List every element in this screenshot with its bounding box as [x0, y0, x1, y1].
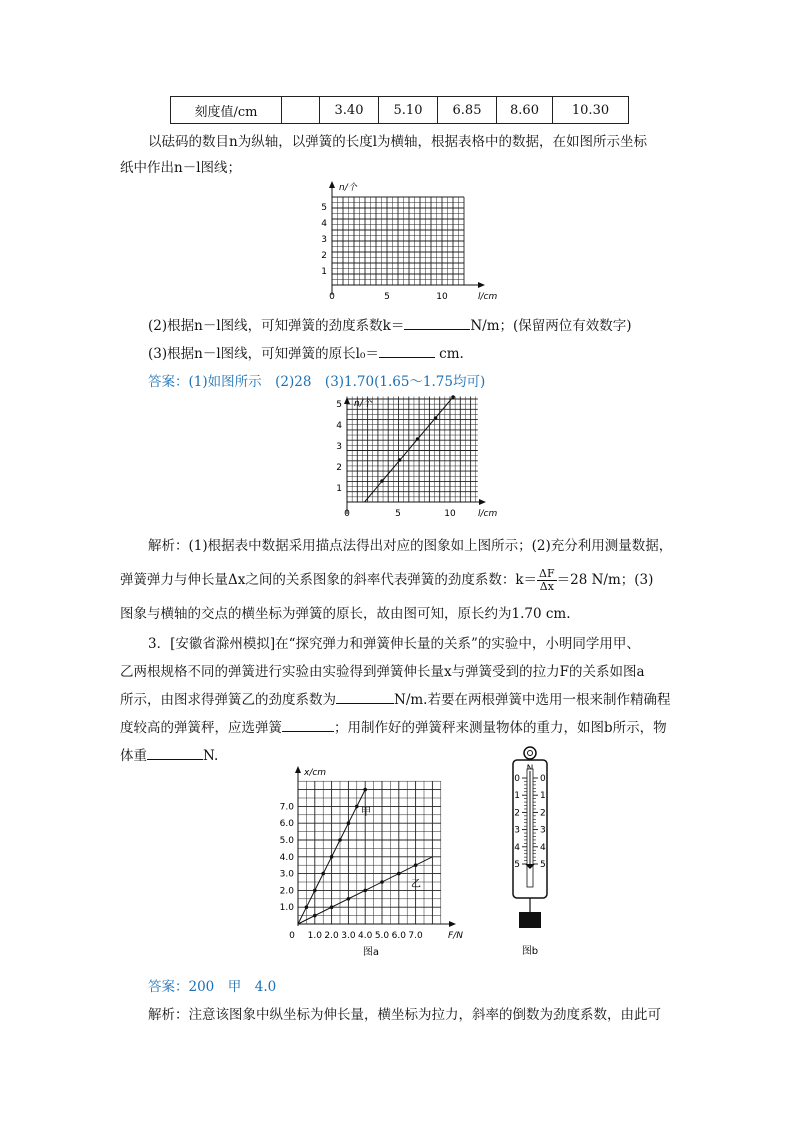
answer1-label: 答案： — [148, 374, 189, 390]
scale-label-left: 5 — [514, 860, 520, 870]
q3-prefix: (3)根据n－l图线，可知弹簧的原长l₀＝ — [148, 346, 379, 362]
y-tick-label: 5.0 — [279, 836, 294, 846]
answer1-line — [148, 370, 485, 390]
table-row — [171, 97, 629, 124]
y-tick-label: 1 — [336, 484, 342, 494]
data-point-乙 — [330, 905, 334, 909]
x-tick-label: 10 — [436, 292, 448, 302]
problem3-line4-suffix: ；用制作好的弹簧秤来测量物体的重力，如图b所示，物 — [334, 720, 667, 736]
data-point-乙 — [414, 863, 418, 867]
scale-label-right: 5 — [540, 860, 546, 870]
data-point-乙 — [363, 889, 367, 893]
data-point — [398, 458, 402, 462]
y-tick-label: 1.0 — [279, 903, 294, 914]
problem3-line1: 3．[安徽省滁州模拟]在“探究弹力和弹簧伸长量的关系”的实验中，小明同学用甲、 — [148, 636, 640, 652]
x-tick-label: 0 — [329, 292, 335, 302]
y-axis-arrow — [295, 766, 301, 773]
answer-graph — [330, 396, 500, 521]
figure-a-chart — [279, 763, 472, 963]
y-tick-label: 5 — [336, 400, 342, 410]
data-point-甲 — [347, 821, 351, 825]
table-cell: 5.10 — [379, 97, 438, 124]
y-tick-label: 3.0 — [279, 869, 294, 880]
y-axis-label: x/cm — [304, 768, 327, 778]
scale-label-right: 3 — [540, 825, 546, 836]
hook-ring-inner — [528, 751, 533, 756]
data-point-甲 — [355, 805, 359, 809]
table-row-label: 刻度值/cm — [171, 97, 282, 124]
scale-label-right: 2 — [540, 808, 546, 819]
analysis1-line2-suffix: ＝28 N/m；(3) — [556, 572, 654, 588]
x-tick-label: 2.0 — [324, 931, 339, 941]
y-tick-label: 6.0 — [279, 819, 294, 830]
fraction-numerator: ΔF — [539, 567, 555, 580]
data-point-乙 — [347, 897, 351, 901]
answer-graph-grid — [347, 397, 478, 503]
problem3-line3 — [120, 688, 670, 708]
problem3-line5 — [120, 744, 218, 764]
blank-graph-grid — [332, 197, 464, 285]
x-axis-label: F/N — [448, 931, 463, 941]
data-point-甲 — [313, 889, 317, 893]
x-axis-arrow — [449, 921, 456, 927]
figure-b-spring-scale — [500, 745, 560, 960]
q3-answer-blank[interactable] — [379, 357, 435, 358]
data-point-甲 — [338, 838, 342, 842]
data-point-甲 — [321, 872, 325, 876]
y-tick-label: 7.0 — [279, 802, 294, 813]
y-axis-arrow — [329, 181, 335, 188]
problem3-line4 — [120, 716, 667, 736]
x-axis-label: l/cm — [478, 509, 498, 519]
problem3-line3-prefix: 所示，由图求得弹簧乙的劲度系数为 — [120, 692, 336, 708]
x-tick-label: 5.0 — [374, 931, 390, 941]
fraction-denominator: Δx — [539, 580, 554, 593]
table-cell: 6.85 — [438, 97, 497, 124]
scale-label-right: 0 — [540, 774, 546, 784]
analysis2-line: 解析：注意该图象中纵坐标为伸长量，横坐标为拉力，斜率的倒数为劲度系数，由此可 — [148, 1007, 661, 1023]
y-tick-label: 3 — [336, 442, 342, 452]
y-tick-label: 2 — [321, 251, 327, 261]
q1-line2: 纸中作出n－l图线； — [120, 160, 242, 176]
scale-label-right: 1 — [540, 791, 546, 802]
problem3-line5-suffix: N. — [203, 748, 219, 764]
origin-label: 0 — [289, 931, 295, 941]
slope-fraction — [537, 568, 557, 593]
hanging-weight — [519, 912, 541, 928]
q2-prefix: (2)根据n－l图线，可知弹簧的劲度系数k＝ — [148, 318, 405, 334]
y-tick-label: 5 — [321, 203, 327, 213]
series-label-yi: 乙 — [411, 879, 421, 890]
scale-label-left: 1 — [514, 791, 520, 802]
x-tick-label: 4.0 — [358, 931, 373, 941]
x-axis-label: l/cm — [478, 292, 498, 302]
spring-constant-blank[interactable] — [336, 703, 394, 704]
figure-b-caption: 图b — [521, 946, 539, 957]
y-tick-label: 2.0 — [279, 886, 294, 897]
scale-label-left: 0 — [514, 774, 520, 784]
figure-a-grid — [298, 781, 441, 924]
q2-suffix: N/m；(保留两位有效数字) — [470, 318, 632, 334]
y-tick-label: 2 — [336, 463, 342, 473]
problem3-line5-prefix: 体重 — [120, 748, 147, 764]
x-tick-label: 7.0 — [408, 931, 423, 941]
y-tick-label: 4 — [321, 219, 327, 229]
table-cell: 8.60 — [497, 97, 553, 124]
data-point-甲 — [330, 855, 334, 859]
analysis1-line2 — [120, 568, 653, 593]
analysis1-line1: 解析：(1)根据表中数据采用描点法得出对应的图象如上图所示；(2)充分利用测量数据， — [148, 538, 673, 554]
x-axis-arrow — [479, 499, 486, 505]
answer2-text: 200 甲 4.0 — [188, 979, 277, 995]
x-tick-label: 5 — [384, 292, 390, 302]
problem3-line4-prefix: 度较高的弹簧秤，应选弹簧 — [120, 720, 282, 736]
x-tick-label: 5 — [395, 509, 401, 519]
data-point-乙 — [397, 872, 401, 876]
data-point-乙 — [313, 914, 317, 918]
q3-line — [148, 342, 464, 362]
y-tick-label: 3 — [321, 235, 327, 245]
data-point — [451, 395, 455, 399]
q1-line1: 以砝码的数目n为纵轴，以弹簧的长度l为横轴，根据表格中的数据，在如图所示坐标 — [148, 134, 648, 150]
x-tick-label: 1.0 — [307, 931, 322, 941]
q2-answer-blank[interactable] — [404, 329, 470, 330]
y-tick-label: 4 — [336, 421, 342, 431]
answer2-label: 答案： — [148, 979, 189, 995]
table-cell: 10.30 — [553, 97, 629, 124]
series-label-jia: 甲 — [361, 807, 371, 818]
y-axis-arrow — [344, 397, 350, 404]
y-axis-label: n/个 — [339, 183, 357, 193]
x-tick-label: 3.0 — [341, 931, 356, 941]
scale-label-right: 4 — [540, 842, 546, 853]
problem3-line3-suffix: N/m.若要在两根弹簧中选用一根来制作精确程 — [394, 692, 671, 708]
scale-label-left: 2 — [514, 808, 520, 819]
x-tick-label: 10 — [444, 509, 456, 519]
problem3-line2: 乙两根规格不同的弹簧进行实验由实验得到弹簧伸长量x与弹簧受到的拉力F的关系如图a — [120, 664, 645, 680]
data-point — [416, 437, 420, 441]
figure-a-caption: 图a — [362, 947, 380, 958]
analysis1-line3: 图象与横轴的交点的横坐标为弹簧的原长，故由图可知，原长约为1.70 cm. — [120, 606, 571, 622]
data-point-乙 — [380, 880, 384, 884]
y-axis-label: n/个 — [354, 399, 372, 409]
analysis1-line2-prefix: 弹簧弹力与伸长量Δx之间的关系图象的斜率代表弹簧的劲度系数：k＝ — [120, 572, 538, 588]
q2-line — [148, 314, 632, 334]
scale-label-left: 3 — [514, 825, 520, 836]
weight-blank[interactable] — [147, 759, 203, 760]
data-point-甲 — [305, 905, 309, 909]
spring-choice-blank[interactable] — [282, 731, 334, 732]
y-tick-label: 4.0 — [279, 852, 294, 863]
data-point — [434, 416, 438, 420]
x-tick-label: 0 — [344, 509, 350, 519]
scale-label-left: 4 — [514, 842, 520, 853]
x-tick-label: 6.0 — [391, 931, 406, 941]
table-cell — [282, 97, 320, 124]
blank-graph — [315, 180, 505, 305]
x-axis-arrow — [478, 282, 485, 288]
hook-ring-icon — [524, 747, 536, 759]
q3-suffix: cm. — [439, 346, 464, 362]
scale-table — [170, 96, 629, 124]
data-point-甲 — [363, 788, 367, 792]
data-point — [380, 479, 384, 483]
y-tick-label: 1 — [321, 267, 327, 277]
answer1-text: (1)如图所示 (2)28 (3)1.70(1.65～1.75均可) — [188, 374, 486, 390]
table-cell: 3.40 — [320, 97, 379, 124]
answer2-line — [148, 975, 276, 995]
